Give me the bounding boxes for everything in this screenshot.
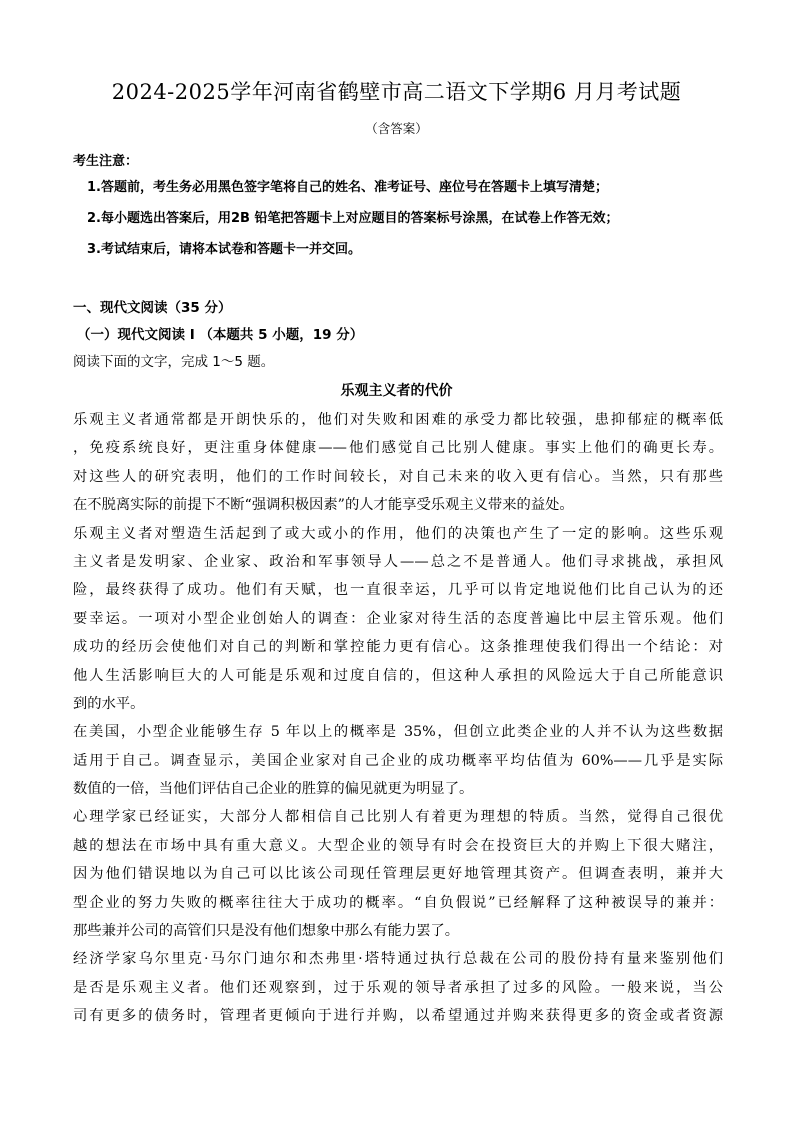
article-line: 因为他们错误地以为自己可以比该公司现任管理层更好地管理其资产。但调查表明，兼并大 xyxy=(73,866,723,883)
article-title: 乐观主义者的代价 xyxy=(340,383,453,399)
notice-item: 3.考试结束后，请将本试卷和答题卡一并交回。 xyxy=(87,242,361,257)
article-line: 越的想法在市场中具有重大意义。大型企业的领导有时会在投资巨大的并购上下很大赌注， xyxy=(73,837,723,854)
page-subtitle: （含答案） xyxy=(365,121,428,136)
article-line: 他人生活影响巨大的人可能是乐观和过度自信的，但这种人承担的风险远大于自己所能意识 xyxy=(73,667,723,684)
article-body xyxy=(73,406,723,1031)
article-line: 经济学家乌尔里克·马尔门迪尔和杰弗里·塔特通过执行总裁在公司的股份持有量来鉴别他们 xyxy=(73,951,723,968)
article-line: 数值的一倍，当他们评估自己企业的胜算的偏见就更为明显了。 xyxy=(73,781,474,798)
notice-item: 2.每小题选出答案后，用2B 铅笔把答题卡上对应题目的答案标号涂黑，在试卷上作答无效； xyxy=(87,211,619,226)
article-line: 对这些人的研究表明，他们的工作时间较长，对自己未来的收入更有信心。当然，只有那些 xyxy=(73,468,723,485)
article-line: 乐观主义者对塑造生活起到了或大或小的作用，他们的决策也产生了一定的影响。这些乐观 xyxy=(73,525,723,542)
article-line: 险，最终获得了成功。他们有天赋，也一直很幸运，几乎可以肯定地说他们比自己认为的还 xyxy=(73,582,723,599)
article-line: 在不脱离实际的前提下不断“强调积极因素”的人才能享受乐观主义带来的益处。 xyxy=(73,497,574,514)
article-line: 成功的经历会使他们对自己的判断和掌控能力更有信心。这条推理使我们得出一个结论：对 xyxy=(73,639,723,656)
article-line: 是否是乐观主义者。他们还观察到，过于乐观的领导者承担了过多的风险。一般来说，当公 xyxy=(73,979,723,996)
reading-instruction: 阅读下面的文字，完成 1～5 题。 xyxy=(73,354,275,370)
article-line: ，免疫系统良好，更注重身体健康——他们感觉自己比别人健康。事实上他们的确更长寿。 xyxy=(73,440,723,457)
notice-item: 1.答题前，考生务必用黑色签字笔将自己的姓名、准考证号、座位号在答题卡上填写清楚； xyxy=(87,180,608,195)
article-line: 那些兼并公司的高管们只是没有他们想象中那么有能力罢了。 xyxy=(73,923,460,940)
article-line: 乐观主义者通常都是开朗快乐的，他们对失败和困难的承受力都比较强，患抑郁症的概率低 xyxy=(73,412,723,428)
article-line: 要幸运。一项对小型企业创始人的调查：企业家对待生活的态度普遍比中层主管乐观。他们 xyxy=(73,610,723,627)
article-line: 司有更多的债务时，管理者更倾向于进行并购，以希望通过并购来获得更多的资金或者资源 xyxy=(73,1008,723,1025)
article-line: 型企业的努力失败的概率往往大于成功的概率。“自负假说”已经解释了这种被误导的兼并： xyxy=(73,894,723,911)
notice-list xyxy=(73,178,723,271)
article-line: 适用于自己。调查显示，美国企业家对自己企业的成功概率平均估值为 60%——几乎是实际 xyxy=(73,752,723,769)
subsection-heading: （一）现代文阅读 I （本题共 5 小题，19 分） xyxy=(77,327,364,343)
article-line: 在美国，小型企业能够生存 5 年以上的概率是 35%，但创立此类企业的人并不认为这些数据 xyxy=(73,724,723,741)
article-line: 到的水平。 xyxy=(73,695,145,712)
section-heading: 一、现代文阅读（35 分） xyxy=(73,300,232,316)
article-line: 心理学家已经证实，大部分人都相信自己比别人有着更为理想的特质。当然，觉得自己很优 xyxy=(73,809,723,826)
notice-heading: 考生注意： xyxy=(73,154,139,169)
page-title: 2024-2025学年河南省鹤壁市高二语文下学期6 月月考试题 xyxy=(111,80,682,104)
article-line: 主义者是发明家、企业家、政治和军事领导人——总之不是普通人。他们寻求挑战，承担风 xyxy=(73,553,723,570)
